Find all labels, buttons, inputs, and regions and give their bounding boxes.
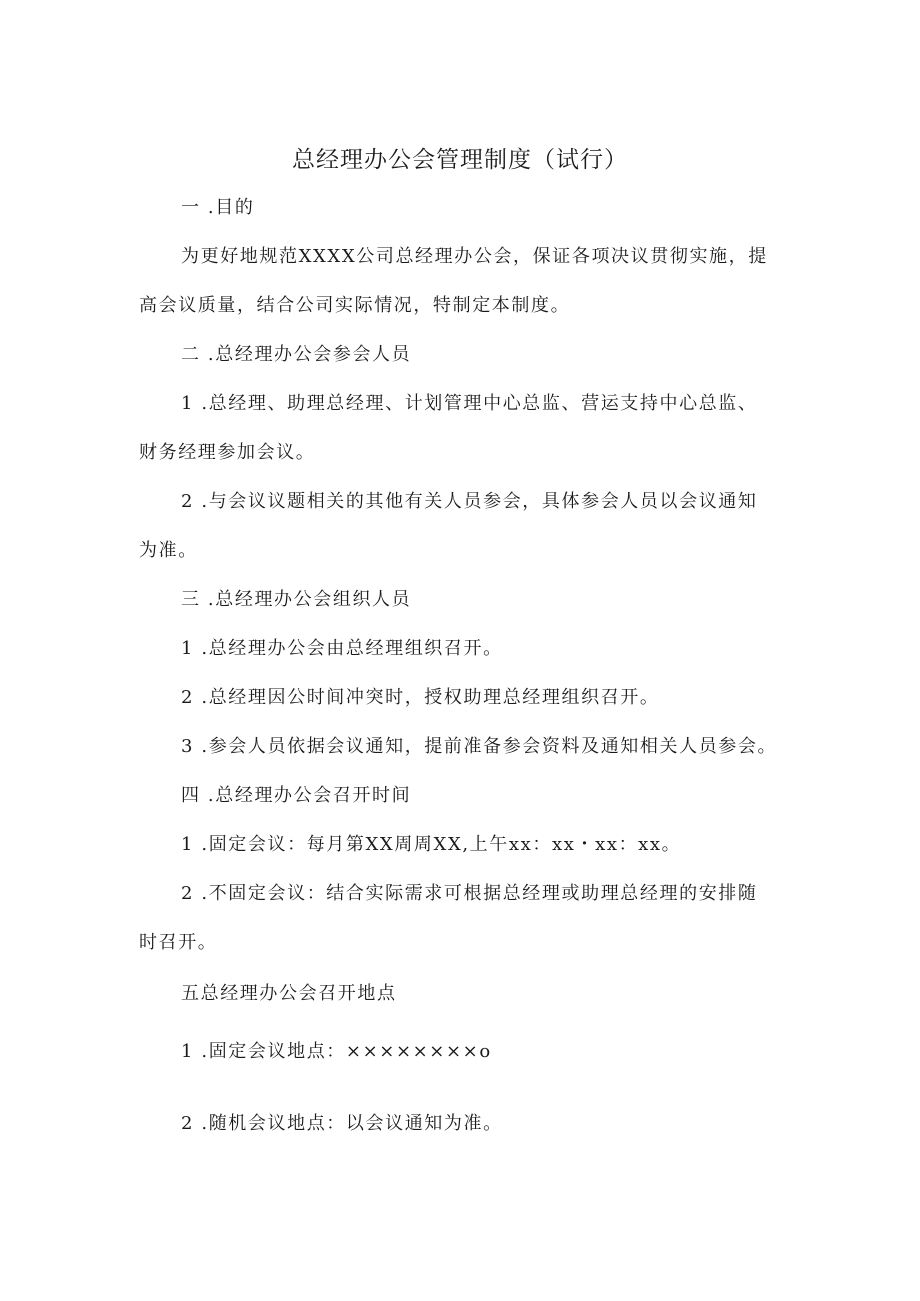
section-heading-5: 五总经理办公会召开地点 xyxy=(181,983,397,1004)
list-item-continued: 时召开。 xyxy=(139,932,218,953)
section-heading-3: 三 .总经理办公会组织人员 xyxy=(181,589,412,610)
list-item: 1 .固定会议：每月第XX周周XX,上午xx：xx・xx：xx。 xyxy=(181,834,682,855)
paragraph-line: 为更好地规范XXXX公司总经理办公会，保证各项决议贯彻实施，提 xyxy=(181,246,768,267)
section-heading-2: 二 .总经理办公会参会人员 xyxy=(181,344,412,365)
list-item: 2 .随机会议地点：以会议通知为准。 xyxy=(181,1113,503,1134)
list-item: 2 .不固定会议：结合实际需求可根据总经理或助理总经理的安排随 xyxy=(181,883,758,904)
list-item: 3 .参会人员依据会议通知，提前准备参会资料及通知相关人员参会。 xyxy=(181,736,778,757)
section-heading-1: 一 .目的 xyxy=(181,197,255,218)
list-item-continued: 为准。 xyxy=(139,540,198,561)
list-item-continued: 财务经理参加会议。 xyxy=(139,442,316,463)
list-item: 1 .总经理、助理总经理、计划管理中心总监、营运支持中心总监、 xyxy=(181,393,758,414)
list-item: 1 .总经理办公会由总经理组织召开。 xyxy=(181,638,503,659)
list-item: 1 .固定会议地点：××××××××o xyxy=(181,1041,492,1062)
section-heading-4: 四 .总经理办公会召开时间 xyxy=(181,785,412,806)
paragraph-line: 高会议质量，结合公司实际情况，特制定本制度。 xyxy=(139,295,571,316)
list-item: 2 .总经理因公时间冲突时，授权助理总经理组织召开。 xyxy=(181,687,660,708)
document-title: 总经理办公会管理制度（试行） xyxy=(292,147,628,173)
list-item: 2 .与会议议题相关的其他有关人员参会，具体参会人员以会议通知 xyxy=(181,491,758,512)
